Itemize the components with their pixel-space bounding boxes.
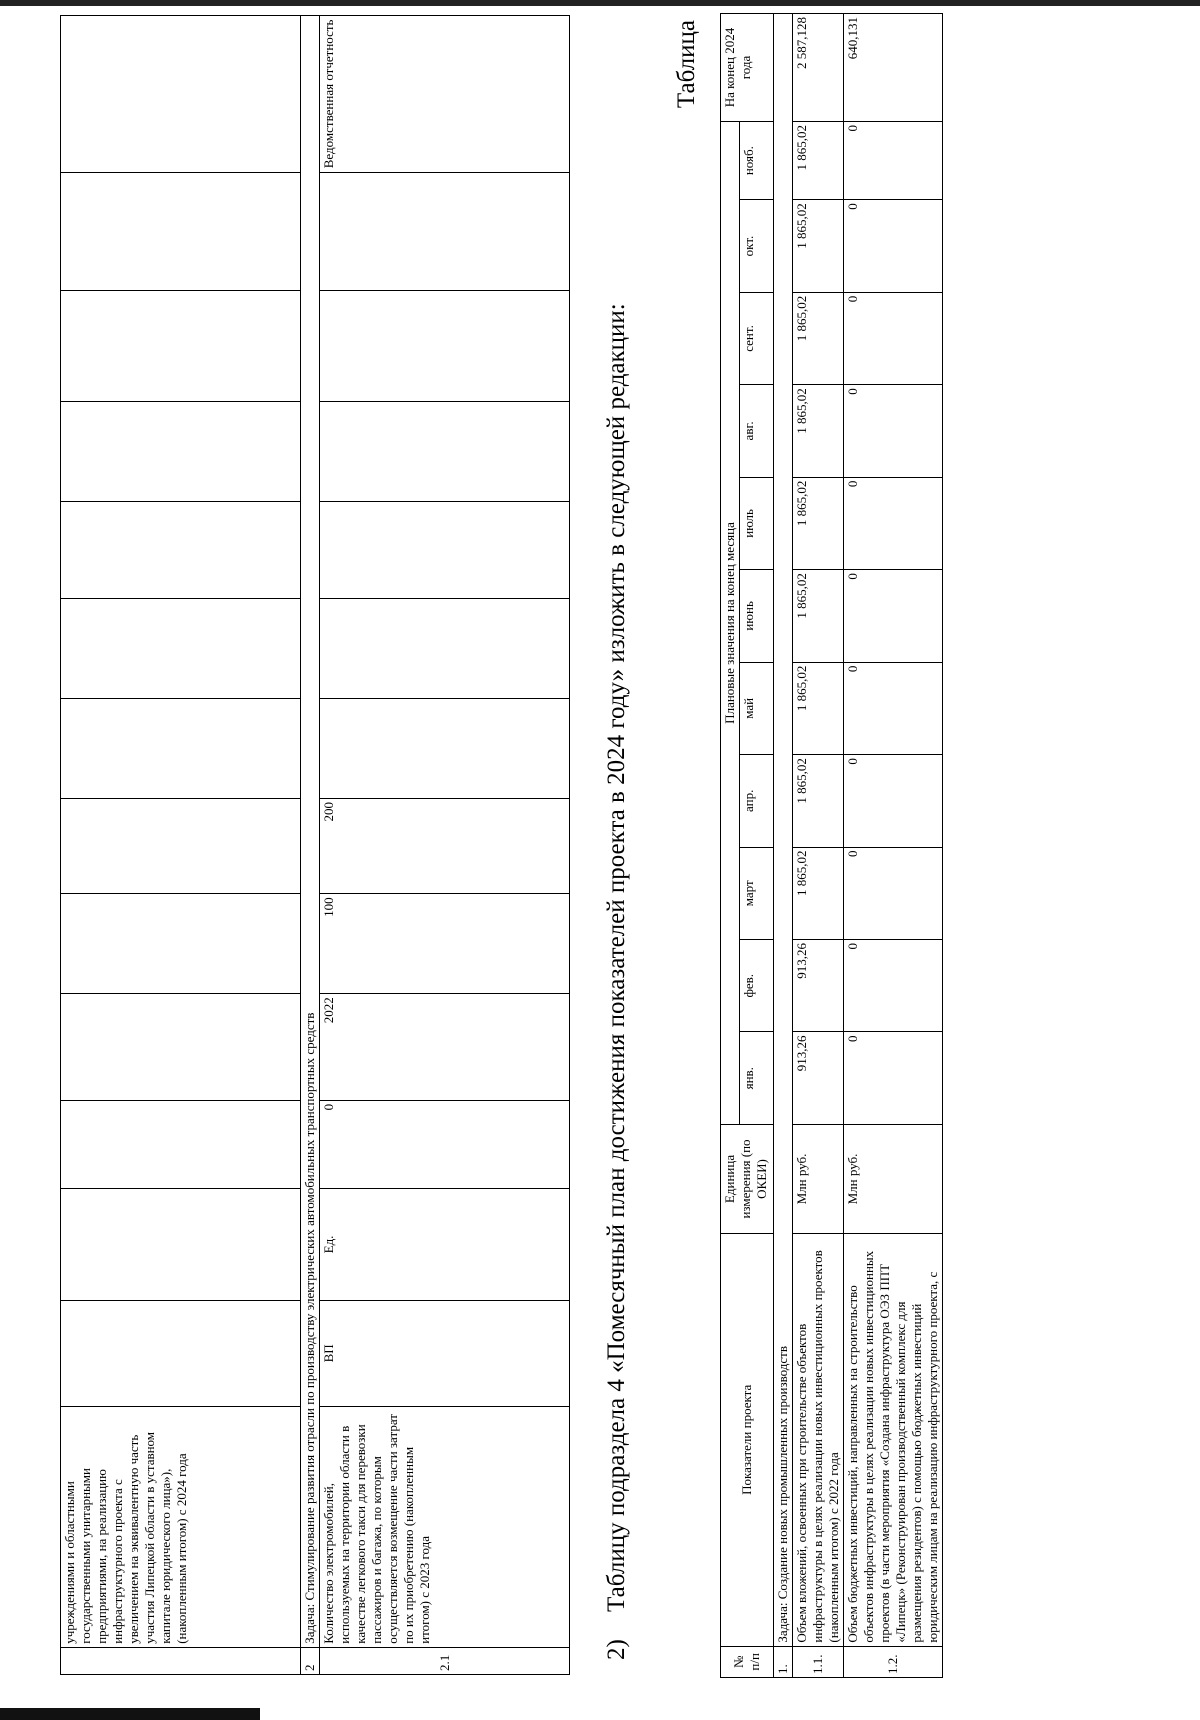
indicator-text: Объем бюджетных инвестиций, направленных на строительство объектов инфраструктуры в целях реализации новых инвестиционных проектов (в части мероприятия «Создана инфраструктура ОЭЗ ППТ «Липецк» (Реконструирован производственный комплекс для размещения резидентов) с помощью бюджетных инвестиций юридическим лицам на реализацию инфраструктурного проекта, с xyxy=(844,1234,943,1647)
value-jul: 1 865,02 xyxy=(793,477,844,569)
table-row-continuation xyxy=(61,16,301,1675)
month-jan: янв. xyxy=(740,1032,774,1124)
indicators-table-continuation xyxy=(60,15,570,1675)
value-mar: 0 xyxy=(844,847,943,939)
month-jun: июнь xyxy=(740,570,774,662)
heading-number: 2) xyxy=(603,1639,630,1660)
indicator-level: ВП xyxy=(320,1300,570,1407)
cell-empty xyxy=(61,1647,301,1674)
value-1: 100 xyxy=(320,894,570,994)
monthly-plan-table xyxy=(720,13,943,1678)
month-nov: нояб. xyxy=(740,122,774,200)
task-row-2 xyxy=(301,16,320,1675)
month-sep: сент. xyxy=(740,292,774,384)
month-oct: окт. xyxy=(740,200,774,292)
value-2: 200 xyxy=(320,799,570,894)
value-end-year: 2 587,128 xyxy=(793,14,844,122)
task-text: Задача: Создание новых промышленных производств xyxy=(774,14,793,1647)
value-oct: 0 xyxy=(844,200,943,292)
value-aug: 0 xyxy=(844,385,943,477)
value-feb: 913,26 xyxy=(793,940,844,1032)
row-number: 1.2. xyxy=(844,1646,943,1677)
value-feb: 0 xyxy=(844,940,943,1032)
month-jul: июль xyxy=(740,477,774,569)
value-jun: 1 865,02 xyxy=(793,570,844,662)
base-value: 0 xyxy=(320,1100,570,1189)
value-end-year: 640,131 xyxy=(844,14,943,122)
task-number: 1. xyxy=(774,1646,793,1677)
value-apr: 1 865,02 xyxy=(793,755,844,847)
indicator-unit: Млн руб. xyxy=(793,1124,844,1233)
task-row-1 xyxy=(774,14,793,1678)
value-jan: 913,26 xyxy=(793,1032,844,1124)
value-jun: 0 xyxy=(844,570,943,662)
month-apr: апр. xyxy=(740,755,774,847)
section-heading xyxy=(600,40,634,1660)
base-year: 2022 xyxy=(320,994,570,1101)
row-number: 1.1. xyxy=(793,1646,844,1677)
header-end-year: На конец 2024 года xyxy=(721,14,774,122)
continuation-text: учреждениями и областными государственными унитарными предприятиями, на реализацию инфраструктурного проекта с увеличением на эквивалентную часть участия Липецкой области в уставном капитале юридического лица»), (накопленным итогом) с 2024 года xyxy=(61,1407,301,1648)
value-sep: 0 xyxy=(844,292,943,384)
value-aug: 1 865,02 xyxy=(793,385,844,477)
row-number: 2.1 xyxy=(320,1647,570,1674)
table-row-1-2 xyxy=(844,14,943,1678)
month-aug: авг. xyxy=(740,385,774,477)
header-unit: Единица измерения (по ОКЕИ) xyxy=(721,1124,774,1233)
header-row-1 xyxy=(721,14,740,1678)
value-jan: 0 xyxy=(844,1032,943,1124)
value-jul: 0 xyxy=(844,477,943,569)
header-planned: Плановые значения на конец месяца xyxy=(721,122,740,1125)
value-may: 0 xyxy=(844,662,943,754)
month-mar: март xyxy=(740,847,774,939)
table-label: Таблица xyxy=(673,20,700,109)
task-text: Задача: Стимулирование развития отрасли по производству электрических автомобильных транспортных средств xyxy=(301,16,320,1648)
value-mar: 1 865,02 xyxy=(793,847,844,939)
indicator-unit: Ед. xyxy=(320,1189,570,1300)
table-row-2-1 xyxy=(320,16,570,1675)
value-may: 1 865,02 xyxy=(793,662,844,754)
heading-text: Таблицу подраздела 4 «Помесячный план достижения показателей проекта в 2024 году» изложить в следующей редакции: xyxy=(603,303,630,1612)
value-nov: 1 865,02 xyxy=(793,122,844,200)
task-number: 2 xyxy=(301,1647,320,1674)
value-apr: 0 xyxy=(844,755,943,847)
value-nov: 0 xyxy=(844,122,943,200)
indicator-text: Количество электромобилей, используемых на территории области в качестве легкового такси для перевозки пассажиров и багажа, по которым осуществляется возмещение части затрат по их приобретению (накопленным итогом) с 2023 года xyxy=(320,1407,570,1648)
table-row-1-1 xyxy=(793,14,844,1678)
data-source: Ведомственная отчетность xyxy=(320,16,570,173)
indicator-unit: Млн руб. xyxy=(844,1124,943,1233)
header-indicators: Показатели проекта xyxy=(721,1234,774,1647)
value-sep: 1 865,02 xyxy=(793,292,844,384)
month-may: май xyxy=(740,662,774,754)
header-num: № п/п xyxy=(721,1646,774,1677)
month-feb: фев. xyxy=(740,940,774,1032)
value-oct: 1 865,02 xyxy=(793,200,844,292)
indicator-text: Объем вложений, освоенных при строительстве объектов инфраструктуры в целях реализации новых инвестиционных проектов (накопленным итогом) с 2022 года xyxy=(793,1234,844,1647)
